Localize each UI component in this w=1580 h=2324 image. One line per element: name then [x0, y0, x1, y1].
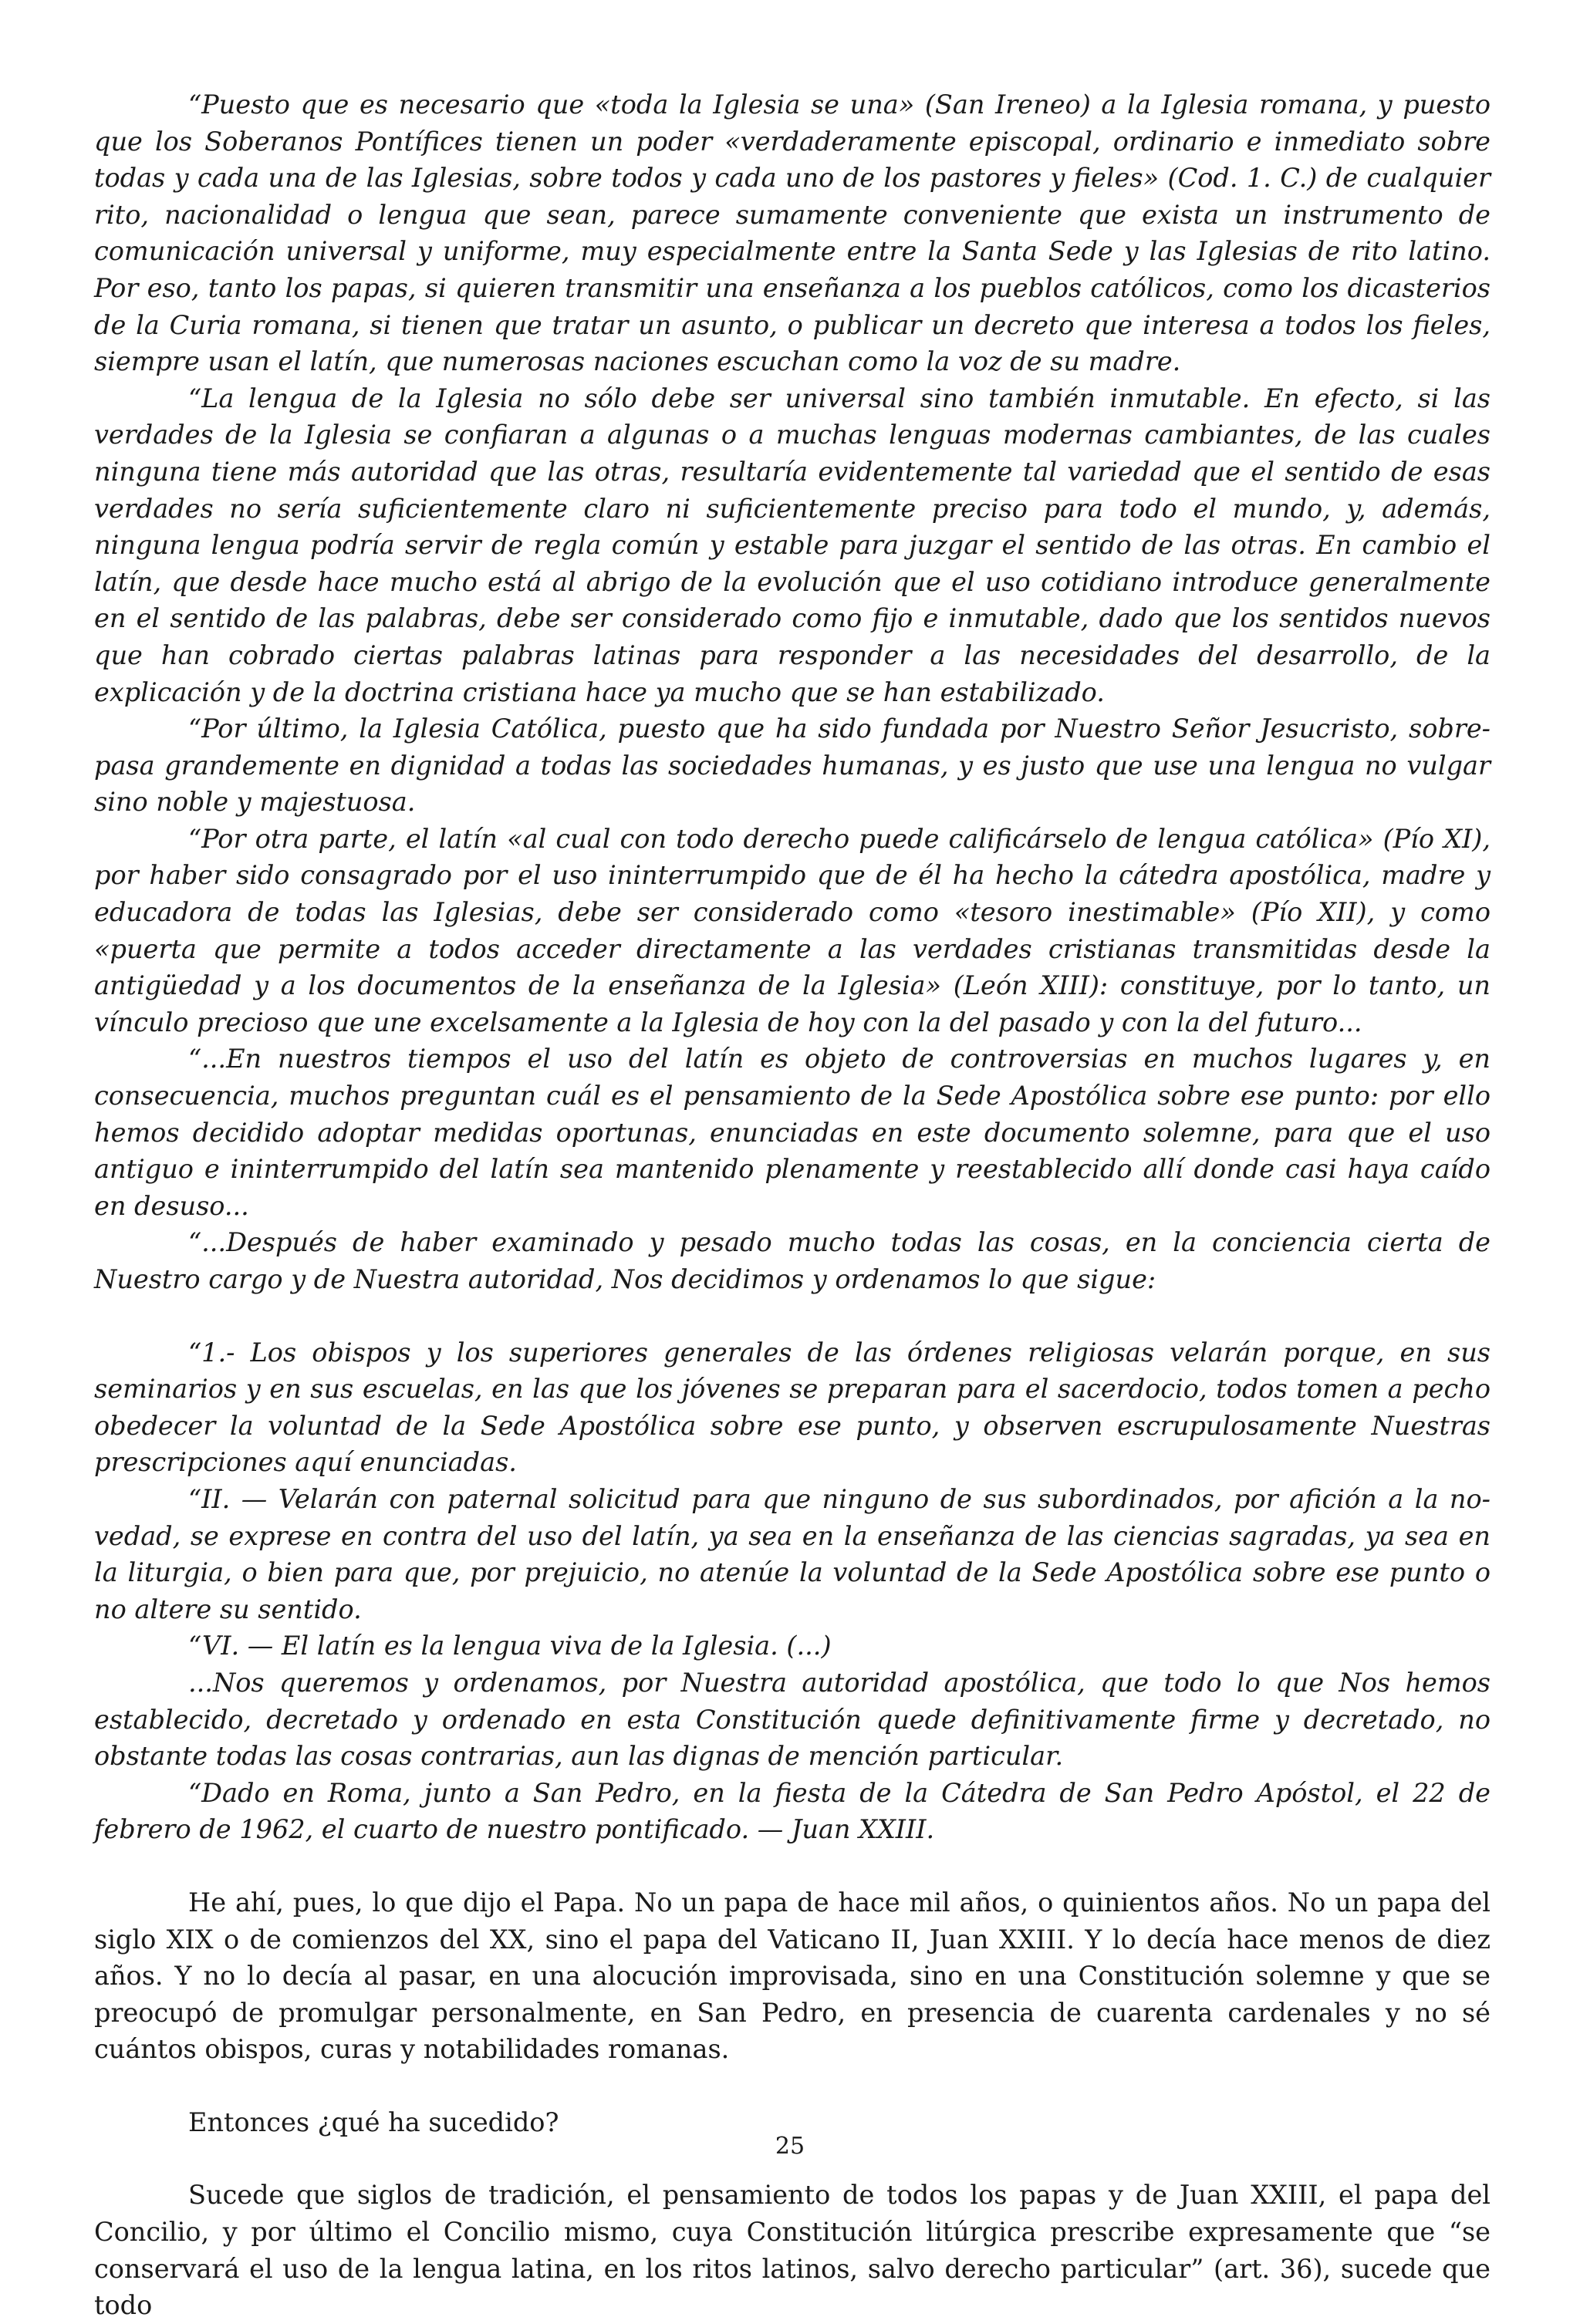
- commentary-question: Entonces ¿qué ha sucedido?: [188, 2106, 559, 2137]
- quote-article-2: “II. — Velarán con paternal solicitud para que ninguno de sus subordinados, por afición a la no-vedad, se exprese en contra del uso del latín, ya sea en la enseñanza de las ciencias sagradas, ya sea en la liturgia, o bien para que, por prejuicio, no atenúe la voluntad de la Sede Apostólica sobre ese punto o no altere su sentido.: [94, 1483, 1491, 1624]
- quote-paragraph-6: “...Después de haber examinado y pesado mucho todas las cosas, en la conciencia cierta de Nuestro cargo y de Nuestra autoridad, Nos decidimos y ordenamos lo que sigue:: [94, 1227, 1491, 1294]
- quote-paragraph-4: “Por otra parte, el latín «al cual con todo derecho puede calificárselo de lengua católica» (Pío XI), por haber sido consagrado por el uso ininterrumpido que de él ha hecho la cátedra apostólica, madre y educadora de todas las Iglesias, debe ser considerado como «tesoro inestimable» (Pío XII), y como «puerta que permite a todos acceder directamente a las verdades cristianas transmitidas desde la antigüedad y a los documentos de la enseñanza de la Iglesia» (León XIII): constituye, por lo tanto, un vínculo precioso que une excelsamente a la Iglesia de hoy con la del pasado y con la del futuro...: [94, 823, 1491, 1037]
- quote-paragraph-3: “Por último, la Iglesia Católica, puesto que ha sido fundada por Nuestro Señor Jesucristo, sobre-pasa grandemente en dignidad a todas las sociedades humanas, y es justo que use una lengua no vulgar sino noble y majestuosa.: [94, 713, 1491, 818]
- quote-article-6: “VI. — El latín es la lengua viva de la Iglesia. (...): [188, 1631, 832, 1661]
- document-body: [94, 86, 1491, 2324]
- commentary-paragraph-2: Sucede que siglos de tradición, el pensamiento de todos los papas y de Juan XXIII, el papa del Concilio, y por último el Concilio mismo, cuya Constitución litúrgica prescribe expresamente que “se conservará el uso de la lengua latina, en los ritos latinos, salvo derecho particular” (art. 36), sucede que todo: [94, 2180, 1491, 2321]
- page-number: 25: [775, 2133, 805, 2160]
- quote-paragraph-5: “...En nuestros tiempos el uso del latín es objeto de controversias en muchos lugares y, en consecuencia, muchos preguntan cuál es el pensamiento de la Sede Apostólica sobre ese punto: por ello hemos decidido adoptar medidas oportunas, enunciadas en este documento solemne, para que el uso antiguo e ininterrumpido del latín sea mantenido plenamente y reestablecido allí donde casi haya caído en desuso...: [94, 1044, 1491, 1221]
- quote-paragraph-1: “Puesto que es necesario que «toda la Iglesia se una» (San Ireneo) a la Iglesia romana, y puesto que los Soberanos Pontífices tienen un poder «verdaderamente episcopal, ordinario e inmediato sobre todas y cada una de las Iglesias, sobre todos y cada uno de los pastores y fieles» (Cod. 1. C.) de cualquier rito, nacionalidad o lengua que sean, parece sumamente conveniente que exista un instrumento de comunicación universal y uniforme, muy especialmente entre la Santa Sede y las Iglesias de rito latino. Por eso, tanto los papas, si quieren transmitir una enseñanza a los pueblos católicos, como los dicasterios de la Curia romana, si tienen que tratar un asunto, o publicar un decreto que interesa a todos los fieles, siempre usan el latín, que numerosas naciones escuchan como la voz de su madre.: [94, 89, 1491, 377]
- quote-article-1: “1.- Los obispos y los superiores generales de las órdenes religiosas velarán porque, en sus seminarios y en sus escuelas, en las que los jóvenes se preparan para el sacerdocio, todos tomen a pecho obedecer la voluntad de la Sede Apostólica sobre ese punto, y observen escrupulosamente Nuestras prescripciones aquí enunciadas.: [94, 1337, 1491, 1478]
- commentary-paragraph-1: He ahí, pues, lo que dijo el Papa. No un papa de hace mil años, o quinientos años. No un papa del siglo XIX o de comienzos del XX, sino el papa del Vaticano II, Juan XXIII. Y lo decía hace menos de diez años. Y no lo decía al pasar, en una alocución improvisada, sino en una Constitución solemne y que se preocupó de promulgar personalmente, en San Pedro, en presencia de cuarenta cardenales y no sé cuántos obispos, curas y notabilidades romanas.: [94, 1887, 1491, 2065]
- quote-signature: “Dado en Roma, junto a San Pedro, en la fiesta de la Cátedra de San Pedro Apóstol, el 22 de febrero de 1962, el cuarto de nuestro pontificado. — Juan XXIII.: [94, 1777, 1491, 1845]
- quote-paragraph-2: “La lengua de la Iglesia no sólo debe ser universal sino también inmutable. En efecto, si las verdades de la Iglesia se confiaran a algunas o a muchas lenguas modernas cambiantes, de las cuales ninguna tiene más autoridad que las otras, resultaría evidentemente tal variedad que el sentido de esas verdades no sería suficientemente claro ni suficientemente preciso para todo el mundo, y, además, ninguna lengua podría servir de regla común y estable para juzgar el sentido de las otras. En cambio el latín, que desde hace mucho está al abrigo de la evolución que el uso cotidiano introduce generalmente en el sentido de las palabras, debe ser considerado como fijo e inmutable, dado que los sentidos nuevos que han cobrado ciertas palabras latinas para responder a las necesidades del desarrollo, de la explicación y de la doctrina cristiana hace ya mucho que se han estabilizado.: [94, 383, 1491, 707]
- quote-conclusion: ...Nos queremos y ordenamos, por Nuestra autoridad apostólica, que todo lo que Nos hemos establecido, decretado y ordenado en esta Constitución quede definitivamente firme y decretado, no obstante todas las cosas contrarias, aun las dignas de mención particular.: [94, 1667, 1491, 1772]
